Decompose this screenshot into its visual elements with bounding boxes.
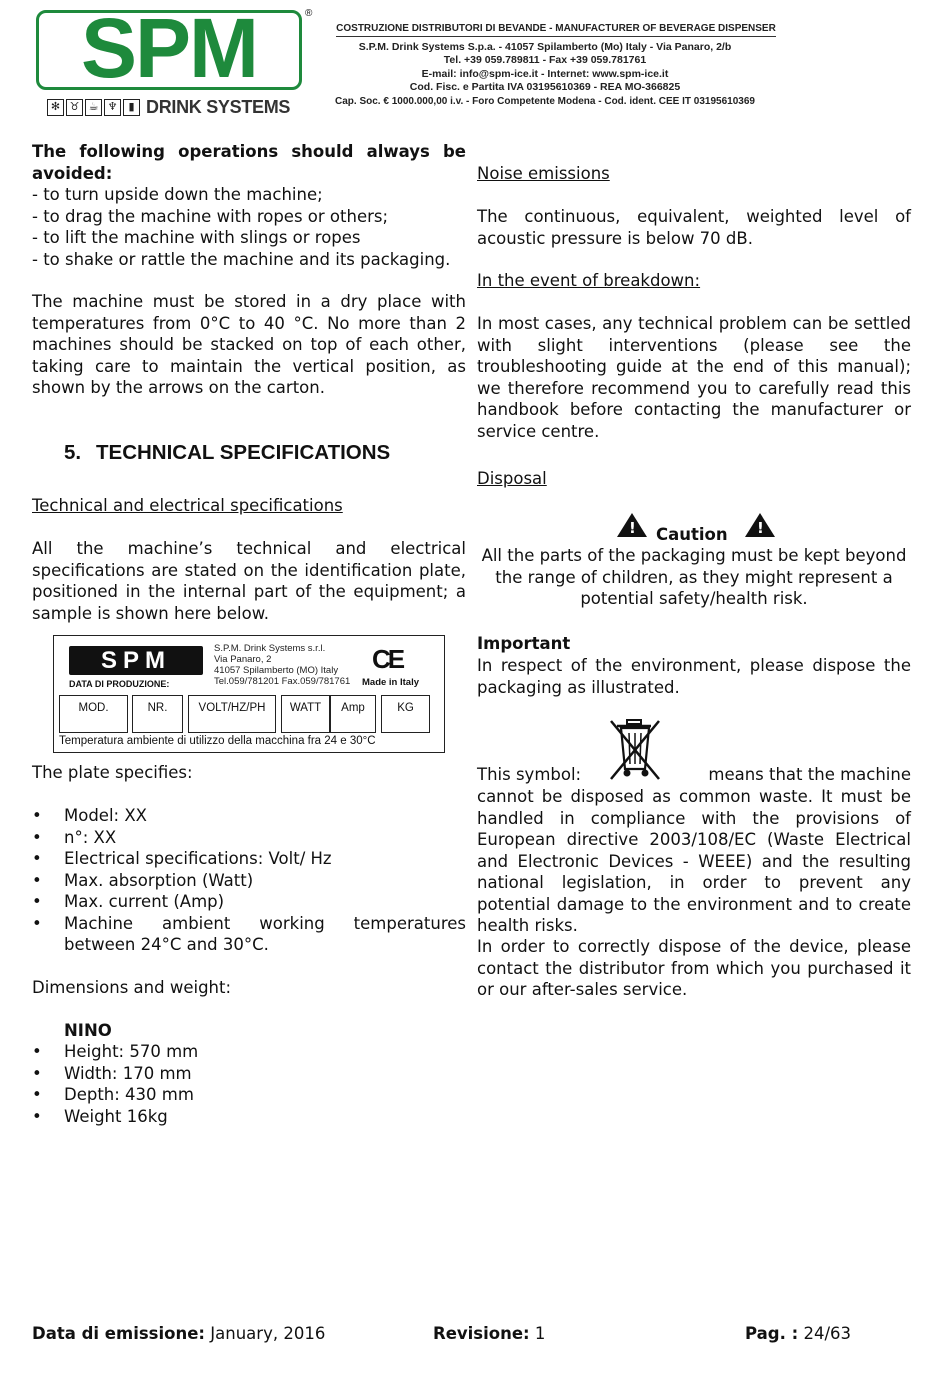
list-item: • Max. current (Amp) [0,891,466,913]
plate-cell: NR. [132,695,183,733]
bottle-icon: ▮ [123,99,140,116]
caution-text: All the parts of the packaging must be kept beyond the range of children, as they might represent a potential safety/health risk. [481,546,907,608]
plate-address-line: S.P.M. Drink Systems s.r.l. [214,643,326,654]
dimensions-heading: Dimensions and weight: [32,978,232,997]
disposal-heading: Disposal [477,469,547,488]
list-item: • Max. absorption (Watt) [0,870,466,892]
issue-date-label: Data di emissione: [32,1324,206,1343]
plate-cell: KG [381,695,430,733]
list-item: • Height: 570 mm [0,1041,466,1063]
issue-date-value: January, 2016 [210,1324,326,1343]
ice-cream-icon: ♆ [104,99,121,116]
list-item: • n°: XX [0,827,466,849]
list-item: • Electrical specifications: Volt/ Hz [0,848,466,870]
avoid-heading: The following operations should always be avoided: [32,142,466,183]
crossed-bin-icon [607,717,663,783]
company-line: Cap. Soc. € 1000.000,00 i.v. - Foro Competente Modena - Cod. ident. CEE IT 03195610369 [335,95,755,107]
identification-plate [53,635,445,753]
subbrand-label: DRINK SYSTEMS [146,96,291,117]
list-item: • Model: XX [0,805,466,827]
coffee-cup-icon: ☕ [85,99,102,116]
avoid-list [32,184,466,270]
warning-icon [745,513,775,537]
issue-date [32,1323,325,1344]
plate-address [214,643,350,687]
storage-text: The machine must be stored in a dry place with temperatures from 0°C to 40 °C. No more than 2 machines should be stacked on top of each other, taking care to maintain the vertical position, as shown by the arrows on the carton. [32,292,466,397]
plate-address-line: Via Panaro, 2 [214,654,272,665]
production-date-label: DATA DI PRODUZIONE: [69,679,170,689]
warning-icon [617,513,647,537]
page-label: Pag. : [745,1324,799,1343]
noise-text: The continuous, equivalent, weighted level of acoustic pressure is below 70 dB. [477,207,911,248]
important-heading: Important [477,634,571,653]
plate-footer: Temperatura ambiente di utilizzo della macchina fra 24 e 30°C [59,735,376,747]
plate-address-line: Tel.059/781201 Fax.059/781761 [214,676,351,687]
spec-subheading: Technical and electrical specifications [32,496,343,515]
avoid-item: - to shake or rattle the machine and its packaging. [32,249,451,269]
symbol-text-before: This symbol: [477,765,582,784]
revision [433,1323,545,1344]
symbol-text-after: means that the machine [708,765,911,784]
plate-cell: MOD. [59,695,128,733]
ce-mark: CE [372,644,403,674]
dimension-list [0,1041,466,1127]
list-item: • Weight 16kg [0,1106,466,1128]
breakdown-heading: In the event of breakdown: [477,271,701,290]
company-line: COSTRUZIONE DISTRIBUTORI DI BEVANDE - MANUFACTURER OF BEVERAGE DISPENSER [336,22,776,37]
snowflake-icon: ✻ [47,99,64,116]
model-name: NINO [64,1021,112,1040]
spm-logo: SPM [80,1,258,95]
list-item: • Depth: 430 mm [0,1084,466,1106]
dispose-text: In order to correctly dispose of the device, please contact the distributor from which you purchased it or our after-sales service. [477,937,911,999]
list-item: • Machine ambient working temperatures between 24°C and 30°C. [0,913,466,956]
list-item: • Width: 170 mm [0,1063,466,1085]
company-line: Cod. Fisc. e Partita IVA 03195610369 - REA MO-366825 [409,81,681,93]
spec-text: All the machine’s technical and electrical specifications are stated on the identification plate, positioned in the internal part of the equipment; a sample is shown here below. [32,539,466,623]
section-title: TECHNICAL SPECIFICATIONS [96,441,391,464]
plate-cell: WATT [281,695,330,733]
company-line: S.P.M. Drink Systems S.p.a. - 41057 Spilamberto (Mo) Italy - Via Panaro, 2/b [358,40,732,53]
company-line: E-mail: info@spm-ice.it - Internet: www.spm-ice.it [421,67,669,80]
drink-systems-row [47,96,290,118]
plate-intro: The plate specifies: [32,763,193,782]
registered-mark: ® [305,8,313,19]
revision-value: 1 [534,1324,546,1343]
plate-cell: VOLT/HZ/PH [188,695,276,733]
revision-label: Revisione: [433,1324,530,1343]
plate-cell: Amp [330,695,376,733]
noise-heading: Noise emissions [477,164,610,183]
caution-title: Caution [656,525,728,544]
cow-icon: ♉ [66,99,83,116]
avoid-item: - to lift the machine with slings or ropes [32,228,361,247]
plate-address-line: 41057 Spilamberto (MO) Italy [214,665,339,676]
made-in-label: Made in Italy [362,677,420,688]
page-value: 24/63 [803,1324,852,1343]
section-number: 5. [64,441,82,464]
page-number [745,1323,851,1344]
breakdown-text: In most cases, any technical problem can be settled with slight interventions (please see the troubleshooting guide at the end of this manual); we therefore recommend you to carefully read this handbook before contacting the manufacturer or service centre. [477,314,911,441]
important-text: In respect of the environment, please dispose the packaging as illustrated. [477,656,911,697]
plate-spec-list [0,805,466,956]
company-line: Tel. +39 059.789811 - Fax +39 059.781761 [443,54,647,66]
plate-logo: SPM [69,646,203,675]
weee-text: cannot be disposed as common waste. It must be handled in compliance with the provisions of European directive 2003/108/EC (Waste Electrical and Electronic Devices - WEEE) and the resulting national legislation, in order to prevent any potential damage to the environment and to create health risks. [477,787,911,935]
avoid-item: - to drag the machine with ropes or others; [32,206,389,226]
company-info [310,22,780,108]
avoid-item: - to turn upside down the machine; [32,185,323,204]
